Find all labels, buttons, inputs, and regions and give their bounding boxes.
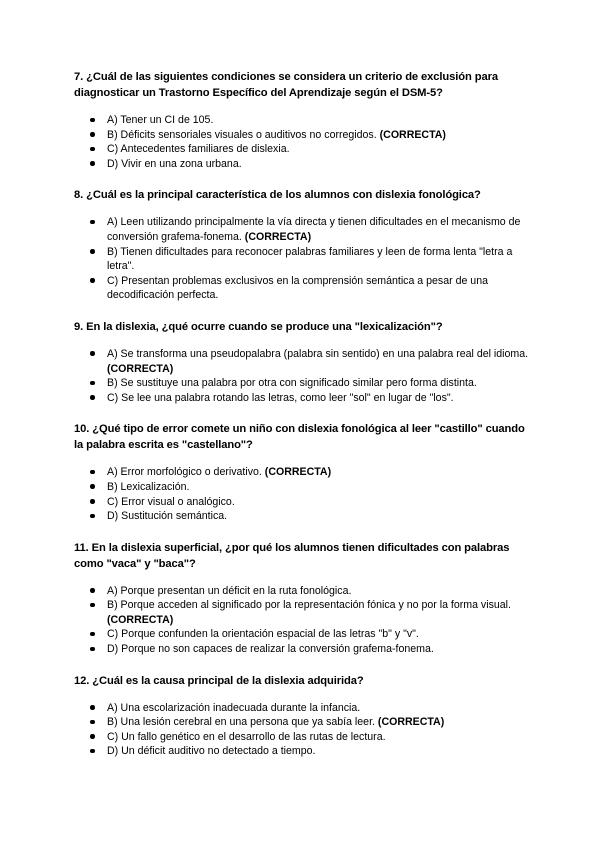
question-9 bbox=[74, 319, 534, 405]
option-text: A) Error morfológico o derivativo. bbox=[107, 466, 262, 479]
option-text: C) Se lee una palabra rotando las letras, como leer "sol" en lugar de "los". bbox=[107, 391, 454, 404]
option-item bbox=[90, 465, 534, 480]
correct-tag: (CORRECTA) bbox=[379, 128, 446, 141]
option-item bbox=[90, 274, 534, 303]
bullet-icon bbox=[90, 220, 95, 225]
bullet-icon bbox=[90, 395, 95, 400]
question-8 bbox=[74, 187, 534, 303]
option-text: A) Se transforma una pseudopalabra (palabra sin sentido) en una palabra real del idioma. bbox=[107, 347, 529, 360]
question-title: 12. ¿Cuál es la causa principal de la dislexia adquirida? bbox=[74, 674, 364, 687]
option-text: D) Sustitución semántica. bbox=[107, 510, 228, 523]
bullet-icon bbox=[90, 499, 95, 504]
question-11 bbox=[74, 540, 534, 657]
option-item bbox=[90, 642, 534, 657]
option-item bbox=[90, 391, 534, 406]
option-item bbox=[90, 627, 534, 642]
bullet-icon bbox=[90, 514, 95, 519]
option-item bbox=[90, 584, 534, 599]
bullet-icon bbox=[90, 351, 95, 356]
option-text: B) Tienen dificultades para reconocer palabras familiares y leen de forma lenta "letra a letra". bbox=[107, 245, 513, 273]
bullet-icon bbox=[90, 749, 95, 754]
bullet-icon bbox=[90, 249, 95, 254]
correct-tag: (CORRECTA) bbox=[244, 230, 312, 243]
option-text: B) Se sustituye una palabra por otra con significado similar pero forma distinta. bbox=[107, 377, 477, 390]
options-list bbox=[74, 347, 534, 405]
bullet-icon bbox=[90, 147, 95, 152]
question-title: 11. En la dislexia superficial, ¿por qué los alumnos tienen dificultades con palabras como "vaca" y "baca"? bbox=[74, 541, 510, 570]
option-text: B) Una lesión cerebral en una persona que ya sabía leer. bbox=[107, 716, 375, 729]
option-item bbox=[90, 157, 534, 172]
correct-tag: (CORRECTA) bbox=[377, 716, 445, 729]
bullet-icon bbox=[90, 381, 95, 386]
option-item bbox=[90, 495, 534, 510]
bullet-icon bbox=[90, 720, 95, 725]
option-item bbox=[90, 113, 534, 128]
option-text: C) Porque confunden la orientación espacial de las letras "b" y "v". bbox=[107, 628, 419, 641]
correct-tag: (CORRECTA) bbox=[107, 362, 174, 375]
option-item bbox=[90, 347, 534, 376]
bullet-icon bbox=[90, 705, 95, 710]
question-title: 7. ¿Cuál de las siguientes condiciones se considera un criterio de exclusión para diagnosticar un Trastorno Específico del Aprendizaje según el DSM-5? bbox=[74, 71, 499, 99]
bullet-icon bbox=[90, 734, 95, 739]
options-list bbox=[74, 113, 534, 171]
option-item bbox=[90, 715, 534, 730]
option-item bbox=[90, 245, 534, 274]
option-text: D) Vivir en una zona urbana. bbox=[107, 157, 242, 170]
bullet-icon bbox=[90, 588, 95, 593]
question-12 bbox=[74, 673, 534, 759]
option-text: B) Lexicalización. bbox=[107, 480, 190, 493]
bullet-icon bbox=[90, 647, 95, 652]
question-title: 10. ¿Qué tipo de error comete un niño con dislexia fonológica al leer "castillo" cuando la palabra escrita es "castellano"? bbox=[74, 423, 525, 452]
option-item bbox=[90, 376, 534, 391]
option-text: B) Porque acceden al significado por la representación fónica y no por la forma visual. bbox=[107, 599, 511, 612]
bullet-icon bbox=[90, 484, 95, 489]
option-item bbox=[90, 128, 534, 143]
option-item bbox=[90, 598, 534, 627]
options-list bbox=[74, 215, 534, 303]
bullet-icon bbox=[90, 118, 95, 123]
option-item bbox=[90, 509, 534, 524]
bullet-icon bbox=[90, 603, 95, 608]
option-text: C) Antecedentes familiares de dislexia. bbox=[107, 143, 290, 156]
correct-tag: (CORRECTA) bbox=[107, 613, 174, 626]
bullet-icon bbox=[90, 161, 95, 166]
bullet-icon bbox=[90, 632, 95, 637]
bullet-icon bbox=[90, 132, 95, 137]
option-text: B) Déficits sensoriales visuales o auditivos no corregidos. bbox=[107, 128, 377, 141]
option-item bbox=[90, 730, 534, 745]
option-text: A) Porque presentan un déficit en la ruta fonológica. bbox=[107, 584, 352, 597]
option-item bbox=[90, 215, 534, 244]
option-item bbox=[90, 480, 534, 495]
option-text: D) Un déficit auditivo no detectado a tiempo. bbox=[107, 745, 316, 758]
option-text: A) Leen utilizando principalmente la vía directa y tienen dificultades en el mecanismo de conversión grafema-fonema. bbox=[107, 216, 521, 243]
bullet-icon bbox=[90, 278, 95, 283]
question-7 bbox=[74, 69, 534, 171]
question-10 bbox=[74, 421, 534, 523]
correct-tag: (CORRECTA) bbox=[264, 466, 332, 479]
option-item bbox=[90, 744, 534, 759]
bullet-icon bbox=[90, 470, 95, 475]
options-list bbox=[74, 701, 534, 759]
question-title: 8. ¿Cuál es la principal característica de los alumnos con dislexia fonológica? bbox=[74, 189, 481, 202]
option-text: C) Presentan problemas exclusivos en la comprensión semántica a pesar de una decodificación perfecta. bbox=[107, 274, 488, 302]
option-item bbox=[90, 142, 534, 157]
option-text: C) Error visual o analógico. bbox=[107, 495, 235, 508]
option-text: C) Un fallo genético en el desarrollo de las rutas de lectura. bbox=[107, 730, 386, 743]
question-title: 9. En la dislexia, ¿qué ocurre cuando se produce una "lexicalización"? bbox=[74, 320, 443, 333]
option-text: A) Una escolarización inadecuada durante la infancia. bbox=[107, 701, 361, 714]
option-item bbox=[90, 701, 534, 716]
option-text: D) Porque no son capaces de realizar la conversión grafema-fonema. bbox=[107, 643, 434, 656]
options-list bbox=[74, 465, 534, 523]
option-text: A) Tener un CI de 105. bbox=[107, 114, 214, 126]
options-list bbox=[74, 584, 534, 657]
